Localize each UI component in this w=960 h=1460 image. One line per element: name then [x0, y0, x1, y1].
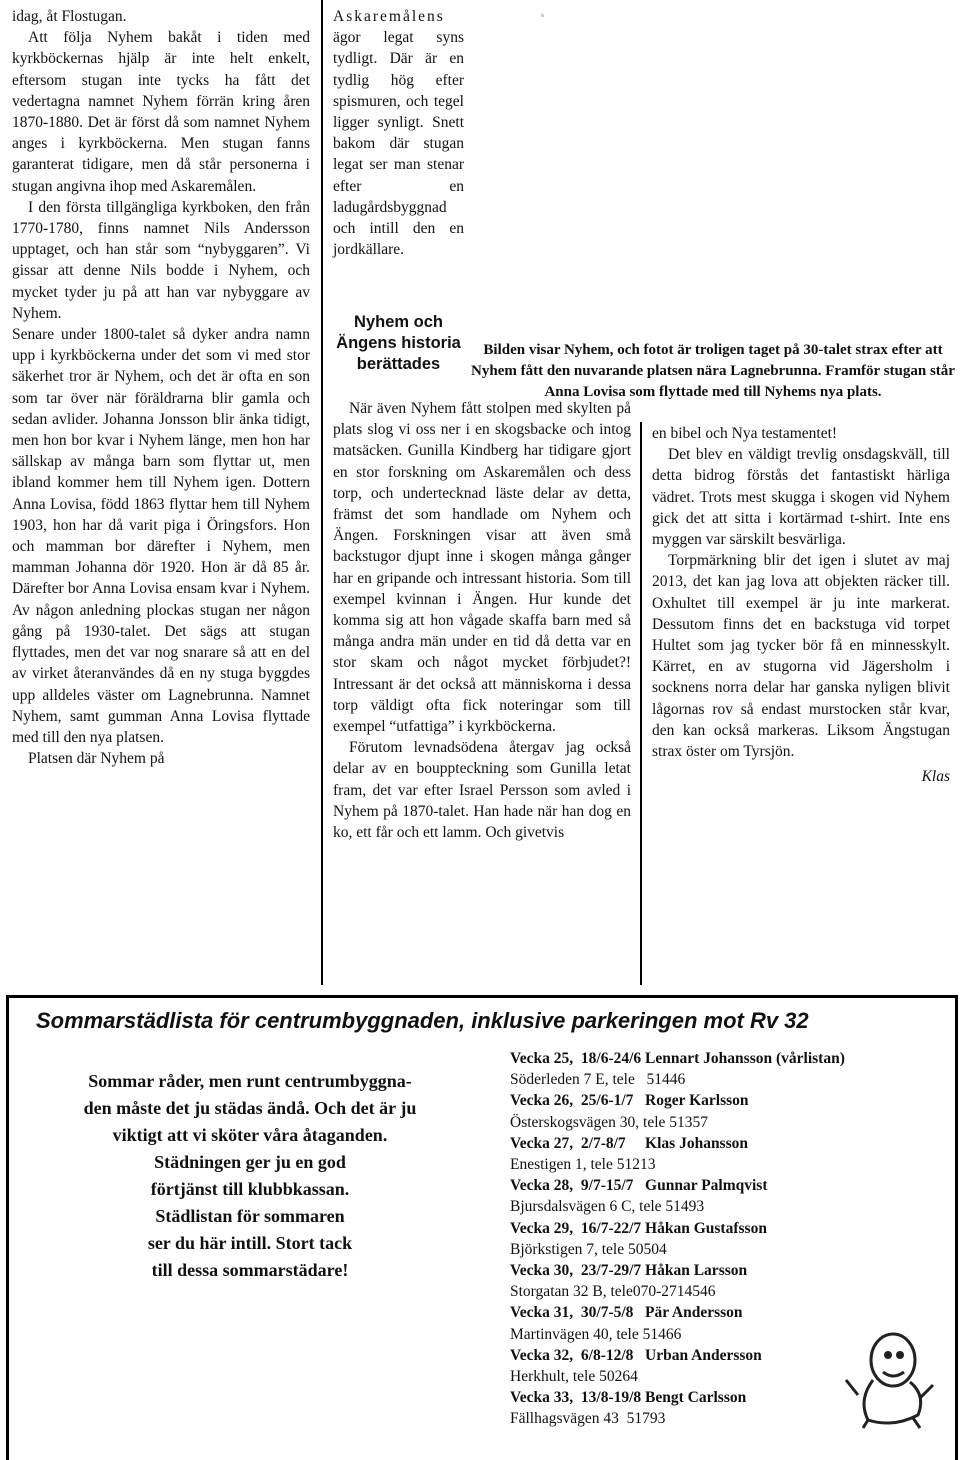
article-column-1	[12, 6, 310, 769]
schedule-address: Fällhagsvägen 43 51793	[510, 1410, 666, 1428]
mascot-drawing	[838, 1320, 938, 1430]
column-divider	[321, 0, 323, 985]
intro-line: ser du här intill. Stort tack	[147, 1233, 353, 1253]
article-column-2-top	[333, 6, 464, 260]
intro-line: Städlistan för sommaren	[155, 1206, 345, 1226]
schedule-week: Vecka 29, 16/7-22/7 Håkan Gustafsson	[510, 1219, 767, 1237]
paragraph-text: ägor legat syns tydligt. Där är en tydlig hög efter spismuren, och tegel ligger synligt. Snett bakom där stugan legat ser man stenar efter en ladugårdsbyggnad och intill den en jordkällare.	[333, 29, 464, 259]
schedule-address: Söderleden 7 E, tele 51446	[510, 1071, 686, 1089]
schedule-address: Österskogsvägen 30, tele 51357	[510, 1113, 709, 1131]
schedule-week: Vecka 31, 30/7-5/8 Pär Andersson	[510, 1304, 743, 1322]
schedule-week: Vecka 33, 13/8-19/8 Bengt Carlsson	[510, 1389, 747, 1407]
section-heading: Nyhem och Ängens historia berättades	[336, 313, 461, 373]
paragraph: Det blev en väldigt trevlig onsdagskväll, till detta bidrog förstås det fantastiskt härliga vädret. Trots mest skugga i skogen vid Nyhem gick det att sitta i kortärmad t-shirt. Inte ens myggen var särskilt besvärliga.	[652, 446, 950, 549]
paragraph: Förutom levnadsödena återgav jag också delar av en bouppteckning som Gunilla letat fram, det var efter Israel Persson som avled i Nyhem på 1870-talet. Han hade när han dog en ko, ett får och ett lamm. Och givetvis	[333, 739, 631, 842]
intro-line: Städningen ger ju en god	[154, 1152, 346, 1172]
paragraph: I den första tillgängliga kyrkboken, den från 1770-1780, finns namnet Nils Andersson upptaget, och han står som “nybyggaren”. Vi gissar att denne Nils bodde i Nyhem, och mycket tyder ju på att han var nybyggare av Nyhem.	[12, 198, 310, 322]
paragraph: idag, åt Flostugan.	[12, 8, 127, 25]
author-signature: Klas	[921, 768, 950, 786]
schedule-week: Vecka 27, 2/7-8/7 Klas Johansson	[510, 1134, 748, 1152]
schedule-address: Martinvägen 40, tele 51466	[510, 1325, 682, 1343]
intro-line: den måste det ju städas ändå. Och det är ju	[83, 1098, 417, 1118]
photo-nyhem	[476, 0, 960, 338]
schedule-week: Vecka 25, 18/6-24/6 Lennart Johansson (vårlistan)	[510, 1050, 845, 1067]
schedule-address: Herkhult, tele 50264	[510, 1368, 638, 1386]
schedule-address: Bjursdalsvägen 6 C, tele 51493	[510, 1198, 705, 1216]
intro-line: förtjänst till klubbkassan.	[150, 1179, 350, 1199]
box-title: Sommarstädlista för centrumbyggnaden, inklusive parkeringen mot Rv 32	[36, 1008, 809, 1033]
article-column-2-bottom	[333, 398, 631, 843]
paragraph: Att följa Nyhem bakåt i tiden med kyrkböckernas hjälp är inte helt enkelt, eftersom stugan inte tycks ha fått det vedertagna namnet Nyhem förrän kring åren 1870-1880. Det är först då som namnet Nyhem anges i kyrkböckerna. Men stugan fanns garanterat tidigare, men då står personerna i stugan angivna ihop med Askaremålen.	[12, 29, 310, 195]
schedule-week: Vecka 26, 25/6-1/7 Roger Karlsson	[510, 1092, 749, 1110]
paragraph: När även Nyhem fått stolpen med skylten på plats slog vi oss ner i en skogsbacke och intog matsäcken. Gunilla Kindberg har tidigare gjort en stor forskning om Askaremålen och dess torp, och undertecknad läste delar av detta, främst det som handlade om Nyhem och Ängen. Forskningen visar att även små backstugor djupt inne i skogen många gånger har en gripande och intressant historia. Som till exempel kvinnan i Ängen. Hur kunde det komma sig att hon vågade skaffa barn med så många andra män under en tid då detta var en stor skam och något mycket förbjudet?! Intressant är det också att människorna i dessa torp väldigt ofta fick noteringar som till exempel “utfattiga” i kyrkböckerna.	[333, 400, 631, 736]
paragraph: Senare under 1800-talet så dyker andra namn upp i kyrkböckerna under det som vi med stor säkerhet tror är Nyhem, och det är ofta en son som tar över när föräldrarna blir gamla och sedan avlider. Johanna Jonsson blir änka tidigt, men hon bor kvar i Nyhem länge, men hon har sällskap av många barn som flyttar ut, men ibland kommer hem till Nyhem igen. Dottern Anna Lovisa, född 1863 flyttar hem till Nyhem 1903, hon har då varit piga i Öringsfors. Hon och mamman bor därefter i Nyhem, men mamman Johanna dör 1920. Hon är då 85 år. Därefter bor Anna Lovisa ensam kvar i Nyhem. Av någon anledning plockas stugan ner någon gång på 1930-talet. Det sägs att stugan flyttades, men det var nog snarare så att en del av virket återanvändes då en ny stuga byggdes upp alldeles väster om Lagnebrunna. Namnet Nyhem, samt gumman Anna Lovisa flyttade med till den nya platsen.	[12, 326, 310, 746]
intro-line: till dessa sommarstädare!	[151, 1260, 349, 1280]
schedule-week: Vecka 30, 23/7-29/7 Håkan Larsson	[510, 1262, 748, 1280]
photo-caption: Bilden visar Nyhem, och fotot är troligen taget på 30-talet strax efter att Nyhem fått den nuvarande platsen nära Lagnebrunna. Framför stugan står Anna Lovisa som flyttade med till Nyhems nya plats.	[471, 342, 955, 400]
article-column-3	[652, 423, 950, 787]
box-intro	[30, 1068, 470, 1284]
column-divider	[640, 422, 642, 985]
intro-line: Sommar råder, men runt centrumbyggna-	[88, 1071, 412, 1091]
schedule-address: Björkstigen 7, tele 50504	[510, 1240, 667, 1258]
paragraph-lead: Askaremålens	[333, 8, 445, 25]
paragraph: Torpmärkning blir det igen i slutet av maj 2013, det kan jag lova att objekten räcker till. Oxhultet till exempel är ju inte markerat. Dessutom finns det en backstuga vid torpet Hultet som jag tycker bör få en minnesskylt. Kärret, en av stugorna vid Jägersholm i socknens norra delar har ganska nyligen blivit lågornas rov så endast murstocken står kvar, den kan också markeras. Liksom Ängstugan strax öster om Tyrsjön.	[652, 552, 950, 761]
paragraph: Platsen där Nyhem på	[28, 750, 165, 768]
intro-line: viktigt att vi sköter våra åtaganden.	[112, 1125, 388, 1145]
paragraph: en bibel och Nya testamentet!	[652, 425, 838, 442]
schedule-week: Vecka 32, 6/8-12/8 Urban Andersson	[510, 1346, 762, 1364]
schedule-address: Enestigen 1, tele 51213	[510, 1156, 656, 1174]
schedule-address: Storgatan 32 B, tele070-2714546	[510, 1283, 716, 1301]
schedule-week: Vecka 28, 9/7-15/7 Gunnar Palmqvist	[510, 1177, 768, 1195]
